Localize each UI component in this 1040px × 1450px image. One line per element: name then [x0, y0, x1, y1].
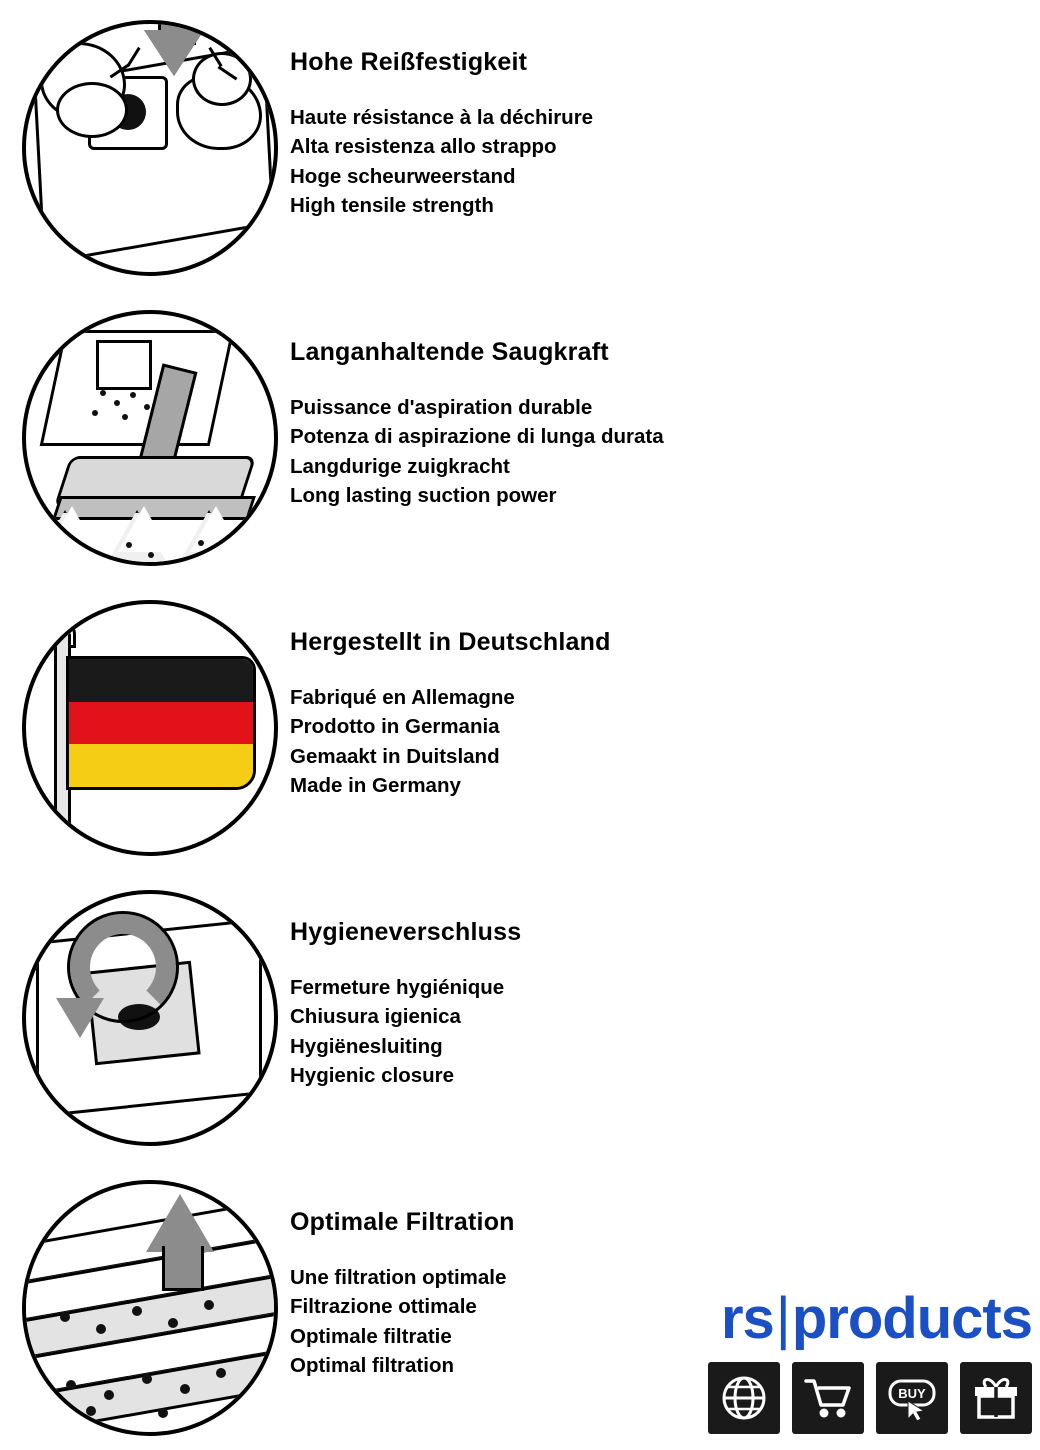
- feature-line-it: Potenza di aspirazione di lunga durata: [290, 425, 664, 449]
- feature-line-it: Alta resistenza allo strappo: [290, 135, 557, 159]
- feature-text-block: [290, 870, 521, 1090]
- feature-line-en: Made in Germany: [290, 773, 461, 797]
- shopping-cart-icon[interactable]: [792, 1362, 864, 1434]
- feature-line-en: Long lasting suction power: [290, 483, 557, 507]
- brand-wordmark: [642, 1286, 1032, 1351]
- feature-line-en: Optimal filtration: [290, 1353, 454, 1377]
- icon-vacuum-nozzle: [0, 290, 290, 580]
- feature-line-fr: Une filtration optimale: [290, 1266, 507, 1289]
- icon-filter-layers: [0, 1160, 290, 1450]
- icon-hygienic-closure: [0, 870, 290, 1160]
- feature-line-nl: Hygiënesluiting: [290, 1034, 443, 1058]
- feature-line-fr: Fabriqué en Allemagne: [290, 686, 515, 709]
- feature-text-block: [290, 0, 593, 220]
- feature-title: Optimale Filtration: [290, 1208, 515, 1236]
- icon-german-flag: [0, 580, 290, 870]
- gift-box-icon[interactable]: [960, 1362, 1032, 1434]
- icon-hands-tearing-bag: [0, 0, 290, 290]
- feature-line-it: Prodotto in Germania: [290, 715, 500, 739]
- feature-title: Hergestellt in Deutschland: [290, 628, 611, 656]
- globe-icon[interactable]: [708, 1362, 780, 1434]
- feature-line-nl: Optimale filtratie: [290, 1324, 452, 1348]
- feature-line-fr: Puissance d'aspiration durable: [290, 396, 593, 419]
- feature-title: Hygieneverschluss: [290, 918, 522, 946]
- feature-line-en: High tensile strength: [290, 193, 494, 217]
- feature-line-it: Chiusura igienica: [290, 1005, 461, 1029]
- feature-made-in-germany: [0, 580, 1040, 870]
- brand-icon-row: [642, 1362, 1032, 1434]
- feature-text-block: [290, 1160, 515, 1380]
- feature-line-nl: Langdurige zuigkracht: [290, 454, 510, 478]
- feature-text-block: [290, 290, 664, 510]
- feature-tensile-strength: [0, 0, 1040, 290]
- feature-line-it: Filtrazione ottimale: [290, 1295, 477, 1319]
- feature-line-fr: Haute résistance à la déchirure: [290, 106, 594, 129]
- brand-text-right: products: [791, 1286, 1032, 1351]
- feature-title: Hohe Reißfestigkeit: [290, 48, 528, 76]
- feature-suction-power: [0, 290, 1040, 580]
- feature-line-nl: Gemaakt in Duitsland: [290, 744, 500, 768]
- feature-line-en: Hygienic closure: [290, 1063, 455, 1087]
- brand-text-left: rs: [720, 1286, 774, 1351]
- feature-line-nl: Hoge scheurweerstand: [290, 164, 516, 188]
- svg-text:BUY: BUY: [898, 1386, 926, 1401]
- brand-logo: [642, 1286, 1032, 1434]
- feature-text-block: [290, 580, 611, 800]
- feature-hygienic-closure: [0, 870, 1040, 1160]
- buy-button-icon[interactable]: [876, 1362, 948, 1434]
- feature-line-fr: Fermeture hygiénique: [290, 976, 505, 999]
- feature-title: Langanhaltende Saugkraft: [290, 338, 609, 366]
- brand-divider: |: [775, 1286, 790, 1351]
